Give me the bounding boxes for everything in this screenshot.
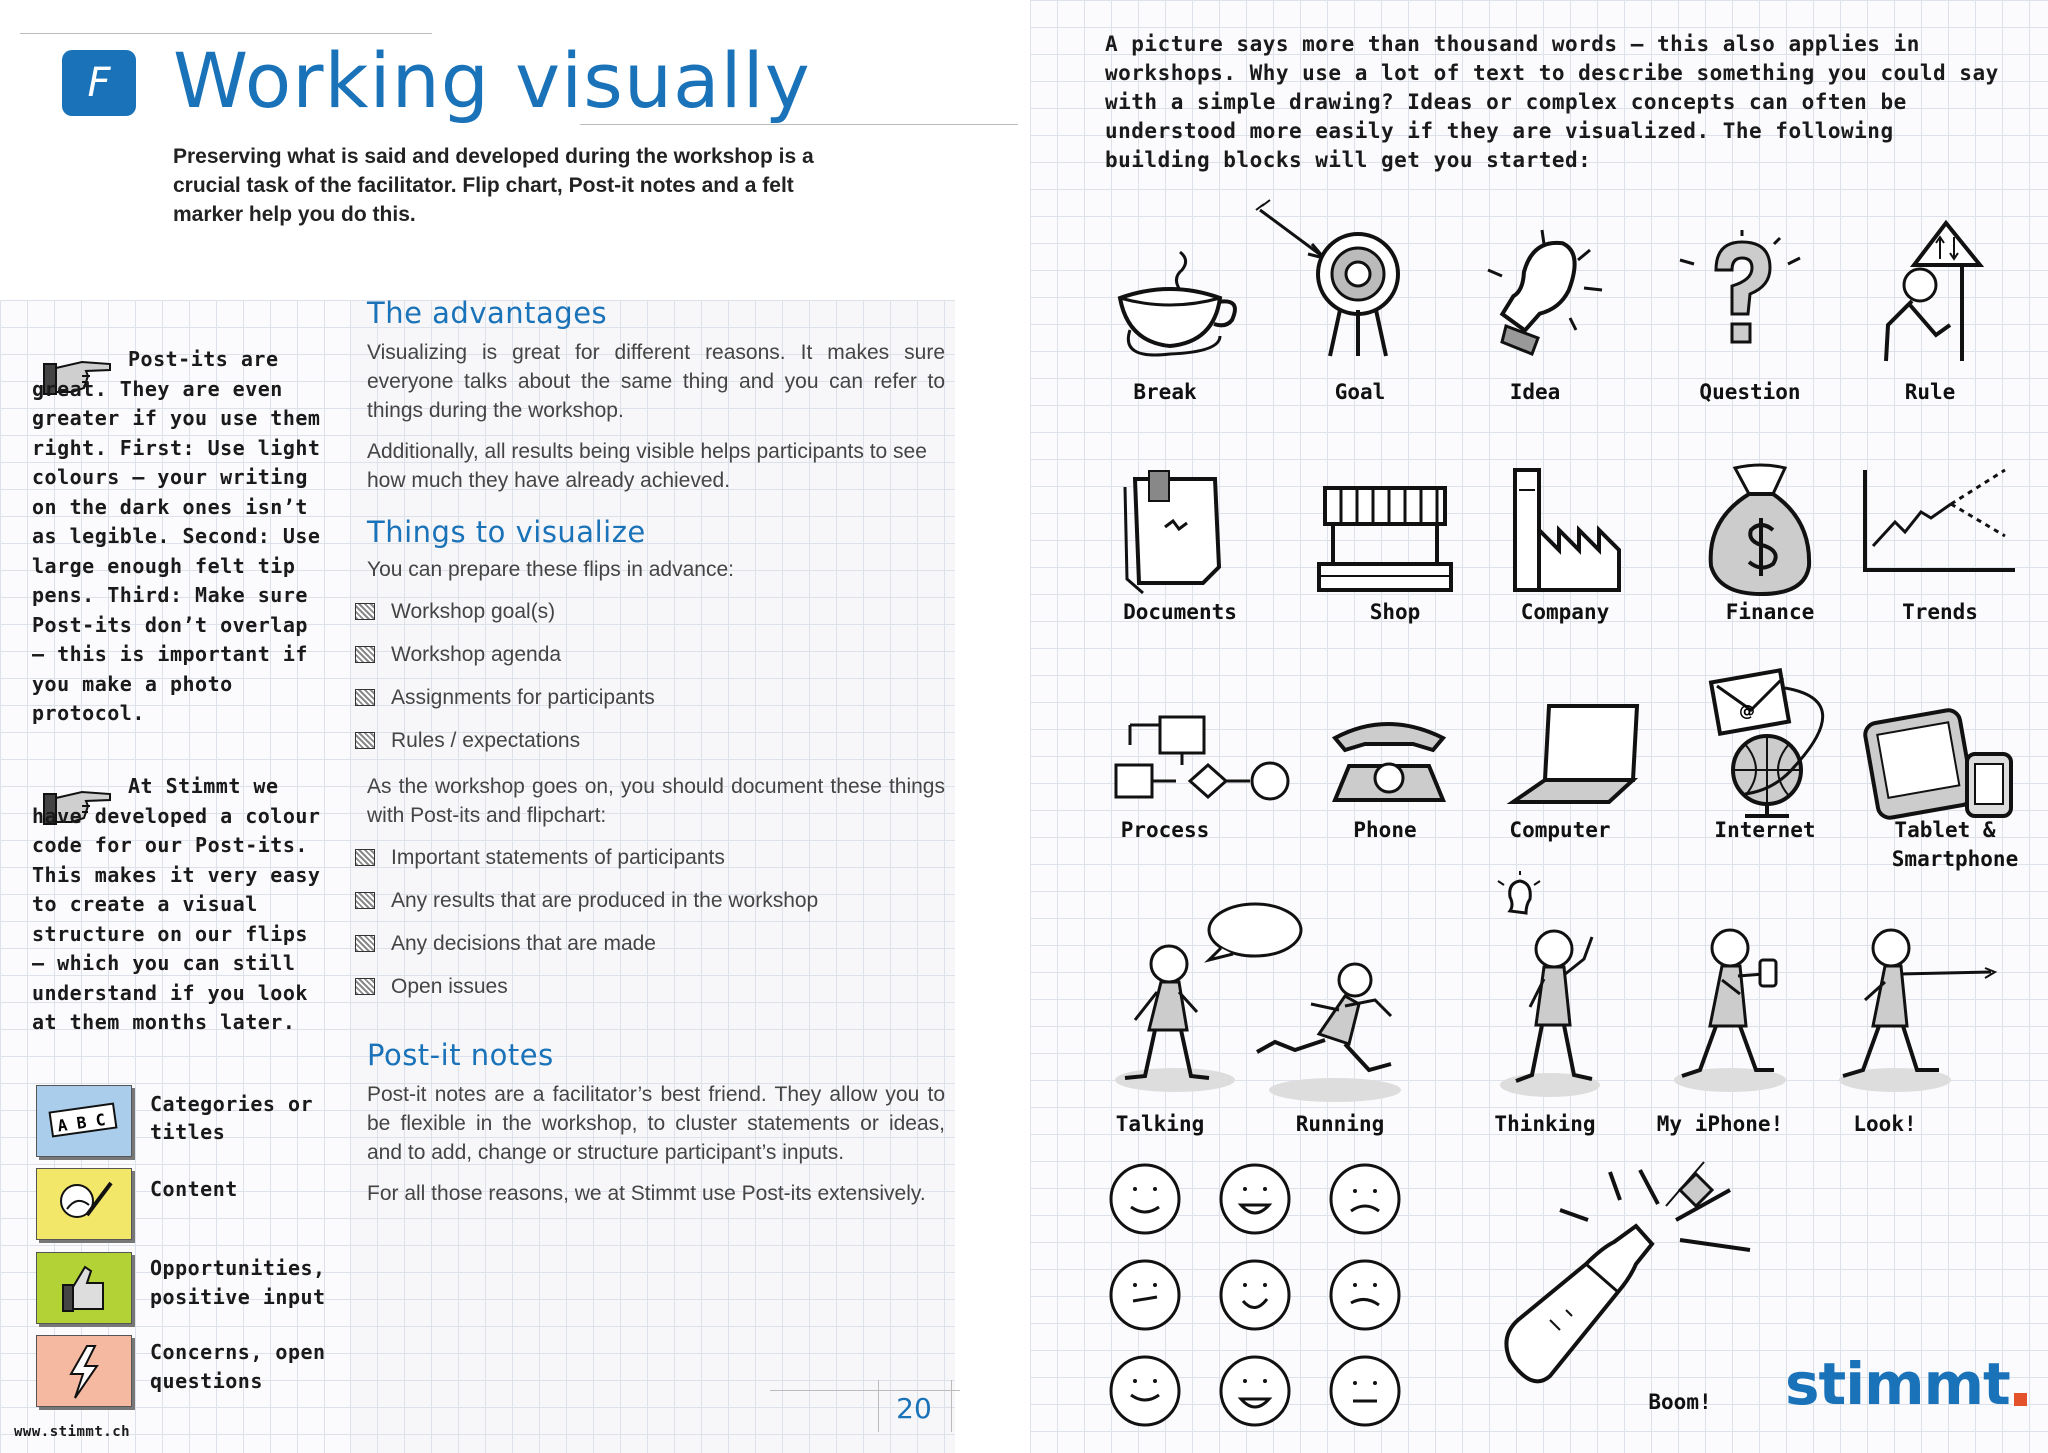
note-label-content: Content	[150, 1177, 238, 1201]
bullet-icon	[355, 646, 375, 663]
shop-icon	[1315, 470, 1455, 600]
icon-label-goal: Goal	[1334, 380, 1386, 404]
icon-label-shop: Shop	[1369, 600, 1421, 624]
chapter-badge	[62, 50, 136, 116]
note-concerns	[36, 1335, 132, 1407]
note-label-opportunities: Opportunities, positive input	[150, 1256, 326, 1309]
bullet-icon	[355, 849, 375, 866]
note-label-categories: Categories or titles	[150, 1092, 314, 1144]
icon-label-computer: Computer	[1509, 818, 1611, 842]
sidebar-tip-2: At Stimmt we have developed a colour code for our Post-its. This makes it very easy to create a visual structure on our flips – which you can still understand if you look at them months later.	[32, 774, 321, 1034]
bullet-icon	[355, 689, 375, 706]
rule-sign-icon	[1880, 215, 2020, 365]
icon-label-my-iphone: My iPhone!	[1656, 1112, 1784, 1136]
emotion-faces-icon	[1105, 1165, 1415, 1425]
logo-wordmark: stimmt	[1785, 1350, 2010, 1418]
note-opportunities	[36, 1252, 132, 1324]
icon-label-phone: Phone	[1353, 818, 1417, 842]
icon-label-trends: Trends	[1902, 600, 1978, 624]
note-content	[36, 1168, 132, 1240]
money-bag-icon	[1695, 460, 1825, 600]
pen-bulb-icon	[37, 1169, 131, 1239]
header-rule	[20, 33, 432, 34]
question-mark-icon	[1670, 230, 1810, 360]
page-number: 20	[896, 1392, 932, 1425]
main-column	[367, 296, 945, 1208]
icon-label-smartphone: Smartphone	[1891, 847, 2019, 871]
documents-icon	[1115, 465, 1245, 595]
list-item: Any decisions that are made	[355, 922, 945, 965]
icon-label-question: Question	[1699, 380, 1801, 404]
list-item: Assignments for participants	[355, 676, 945, 719]
things-heading: Things to visualize	[367, 515, 646, 549]
trend-chart-icon	[1855, 460, 2025, 580]
look-figure-icon	[1815, 920, 2015, 1100]
icon-label-documents: Documents	[1123, 600, 1237, 624]
advantages-paragraph-1: Visualizing is great for different reasons. It makes sure everyone talks about the same thing and you can refer to things during the workshop.	[367, 341, 945, 422]
postit-heading: Post-it notes	[367, 1038, 554, 1072]
target-icon	[1250, 190, 1420, 360]
list-item: Workshop goal(s)	[355, 590, 945, 633]
icon-label-internet: Internet	[1714, 818, 1816, 842]
postit-paragraph-2: For all those reasons, we at Stimmt use Post-its extensively.	[367, 1182, 926, 1205]
bullet-icon	[355, 935, 375, 952]
right-intro: A picture says more than thousand words – this also applies in workshops. Why use a lot of text to describe something you could say with a simple drawing? Ideas or complex concepts can often be understood more easily if they are visualized. The following building blocks will get you started:	[1105, 32, 1999, 172]
svg-text:@: @	[1739, 701, 1755, 720]
running-figure-icon	[1245, 960, 1415, 1110]
icon-label-boom: Boom!	[1648, 1390, 1712, 1414]
champagne-bottle-icon	[1490, 1160, 1770, 1410]
iphone-figure-icon	[1660, 920, 1810, 1100]
icon-label-idea: Idea	[1509, 380, 1561, 404]
thinking-figure-icon	[1480, 875, 1630, 1105]
icon-label-thinking: Thinking	[1494, 1112, 1596, 1136]
bullet-icon	[355, 978, 375, 995]
bullet-icon	[355, 892, 375, 909]
process-flow-icon	[1110, 715, 1300, 805]
things-mid: As the workshop goes on, you should document these things with Post-its and flipchart:	[367, 775, 945, 827]
page-title: Working visually	[173, 36, 811, 125]
website-url[interactable]: www.stimmt.ch	[14, 1424, 131, 1440]
icon-label-company: Company	[1520, 600, 1610, 624]
list-item: Important statements of participants	[355, 836, 945, 879]
factory-icon	[1505, 460, 1635, 600]
sidebar-tip-1: Post-its are great. They are even greater if you use them right. First: Use light colours – your writing on the dark ones isn’t as legible. Second: Use large enough felt tip pens. Third: Make sure Post-its don’t overlap – this is important if you make a photo protocol.	[32, 347, 321, 725]
abc-icon	[37, 1086, 131, 1156]
telephone-icon	[1325, 710, 1455, 810]
list-item: Any results that are produced in the workshop	[355, 879, 945, 922]
icon-label-tablet: Tablet &	[1894, 818, 1996, 842]
stimmt-logo[interactable]	[1785, 1350, 2027, 1418]
list-item: Workshop agenda	[355, 633, 945, 676]
bullet-icon	[355, 603, 375, 620]
advantages-paragraph-2: Additionally, all results being visible helps participants to see how much they have already achieved.	[367, 440, 927, 492]
icon-label-break: Break	[1133, 380, 1197, 404]
icon-label-running: Running	[1295, 1112, 1385, 1136]
tablet-smartphone-icon	[1855, 710, 2025, 820]
lightning-icon	[37, 1336, 131, 1406]
lightbulb-icon	[1480, 230, 1630, 360]
icon-label-talking: Talking	[1115, 1112, 1205, 1136]
things-intro: You can prepare these flips in advance:	[367, 558, 734, 581]
note-categories	[36, 1085, 132, 1157]
advantages-heading: The advantages	[367, 296, 608, 330]
globe-mail-icon	[1705, 670, 1845, 820]
chapter-letter: F	[87, 60, 111, 106]
icon-label-finance: Finance	[1725, 600, 1815, 624]
note-label-concerns: Concerns, open questions	[150, 1340, 326, 1393]
icon-label-rule: Rule	[1904, 380, 1956, 404]
icon-label-process: Process	[1120, 818, 1210, 842]
svg-text:A B C: A B C	[56, 1109, 107, 1136]
list-item: Open issues	[355, 965, 945, 1008]
postit-paragraph-1: Post-it notes are a facilitator’s best friend. They allow you to be flexible in the workshop, to cluster statements or ideas, and to add, change or structure participant’s inputs.	[367, 1083, 945, 1164]
coffee-cup-icon	[1110, 250, 1240, 360]
bullet-icon	[355, 732, 375, 749]
logo-dot	[2014, 1393, 2027, 1406]
intro-text: Preserving what is said and developed during the workshop is a crucial task of the facilitator. Flip chart, Post-it notes and a felt marker help you do this.	[173, 145, 814, 226]
icon-label-look: Look!	[1853, 1112, 1917, 1136]
thumbs-up-icon	[37, 1253, 131, 1323]
laptop-icon	[1505, 700, 1645, 810]
list-item: Rules / expectations	[355, 719, 945, 762]
